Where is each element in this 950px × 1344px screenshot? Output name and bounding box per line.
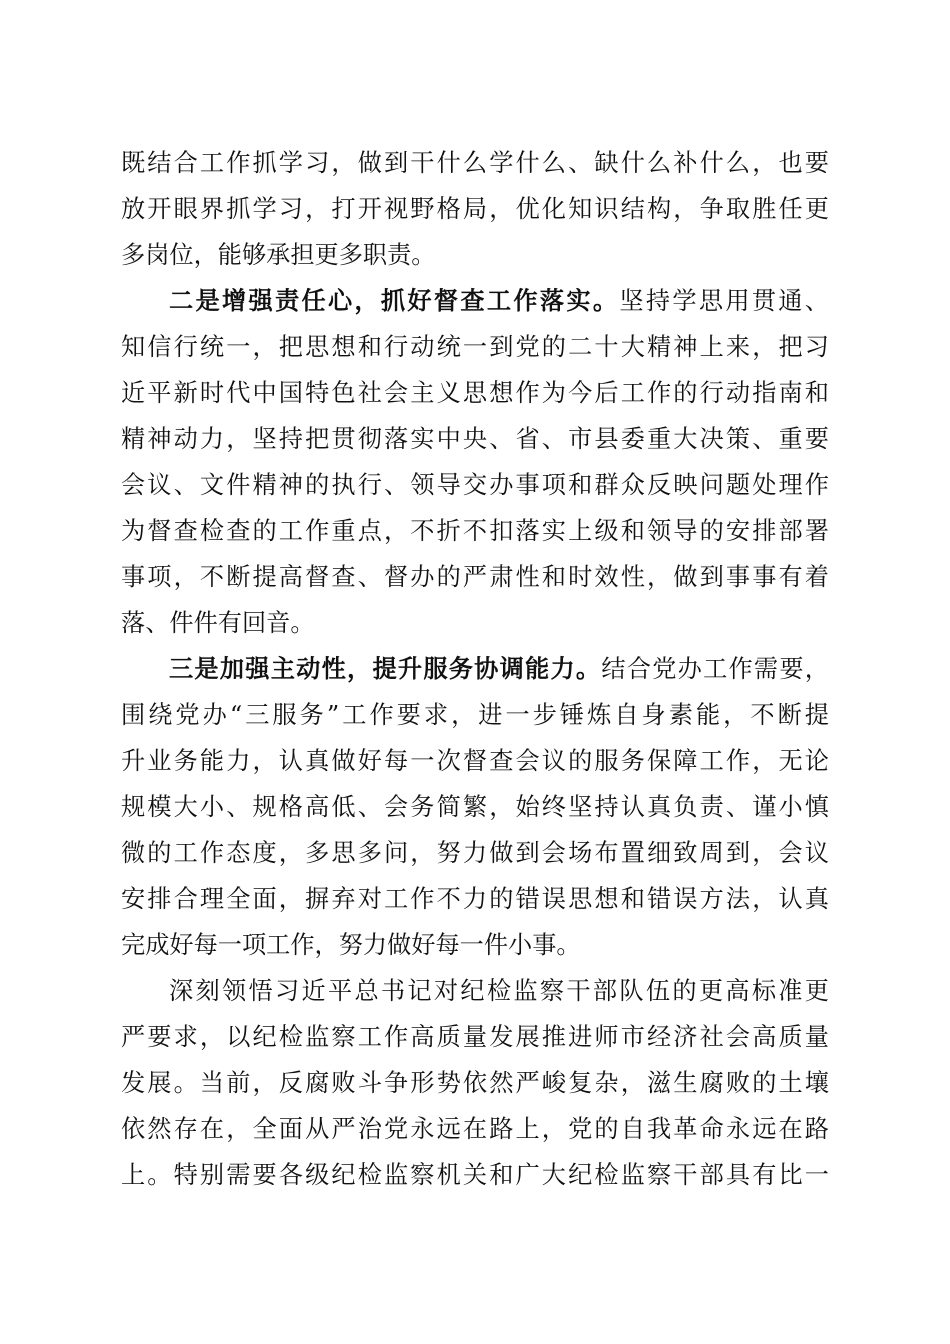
text-line: 升业务能力，认真做好每一次督查会议的服务保障工作，无论: [121, 747, 829, 775]
text-line: [121, 278, 829, 324]
text-run: 结合党办工作需要，: [601, 655, 829, 683]
text-line: 落、件件有回音。: [121, 609, 315, 637]
paragraph-4: [121, 968, 829, 1198]
text-line: 完成好每一项工作，努力做好每一件小事。: [121, 931, 581, 959]
paragraph-1: [121, 140, 829, 278]
text-line: 围绕党办“三服务”工作要求，进一步锤炼自身素能，不断提: [121, 701, 829, 729]
text-line: 放开眼界抓学习，打开视野格局，优化知识结构，争取胜任更: [121, 195, 829, 223]
text-line: 依然存在，全面从严治党永远在路上，党的自我革命永远在路: [121, 1115, 829, 1143]
paragraph-heading: 二是增强责任心，抓好督查工作落实。: [169, 286, 620, 315]
paragraph-heading: 三是加强主动性，提升服务协调能力。: [169, 654, 602, 683]
text-line: [121, 646, 829, 692]
text-line: 精神动力，坚持把贯彻落实中央、省、市县委重大决策、重要: [121, 425, 829, 453]
text-line: 事项，不断提高督查、督办的严肃性和时效性，做到事事有着: [121, 563, 829, 591]
text-run: 坚持学思用贯通、: [619, 287, 829, 315]
text-line: 会议、文件精神的执行、领导交办事项和群众反映问题处理作: [121, 471, 829, 499]
text-line: 微的工作态度，多思多问，努力做到会场布置细致周到，会议: [121, 839, 829, 867]
text-line: 安排合理全面，摒弃对工作不力的错误思想和错误方法，认真: [121, 885, 829, 913]
text-line: 多岗位，能够承担更多职责。: [121, 241, 436, 269]
text-line: 既结合工作抓学习，做到干什么学什么、缺什么补什么，也要: [121, 149, 829, 177]
text-line: 上。特别需要各级纪检监察机关和广大纪检监察干部具有比一: [121, 1161, 829, 1189]
text-line: 发展。当前，反腐败斗争形势依然严峻复杂，滋生腐败的土壤: [121, 1069, 829, 1097]
paragraph-2: [121, 278, 829, 646]
text-line: 知信行统一，把思想和行动统一到党的二十大精神上来，把习: [121, 333, 829, 361]
text-line: 为督查检查的工作重点，不折不扣落实上级和领导的安排部署: [121, 517, 829, 545]
text-line: 严要求，以纪检监察工作高质量发展推进师市经济社会高质量: [121, 1023, 829, 1051]
text-line: 近平新时代中国特色社会主义思想作为今后工作的行动指南和: [121, 379, 829, 407]
document-page: [121, 140, 829, 1198]
text-line: 深刻领悟习近平总书记对纪检监察干部队伍的更高标准更: [169, 977, 829, 1005]
paragraph-3: [121, 646, 829, 968]
text-line: 规模大小、规格高低、会务简繁，始终坚持认真负责、谨小慎: [121, 793, 829, 821]
